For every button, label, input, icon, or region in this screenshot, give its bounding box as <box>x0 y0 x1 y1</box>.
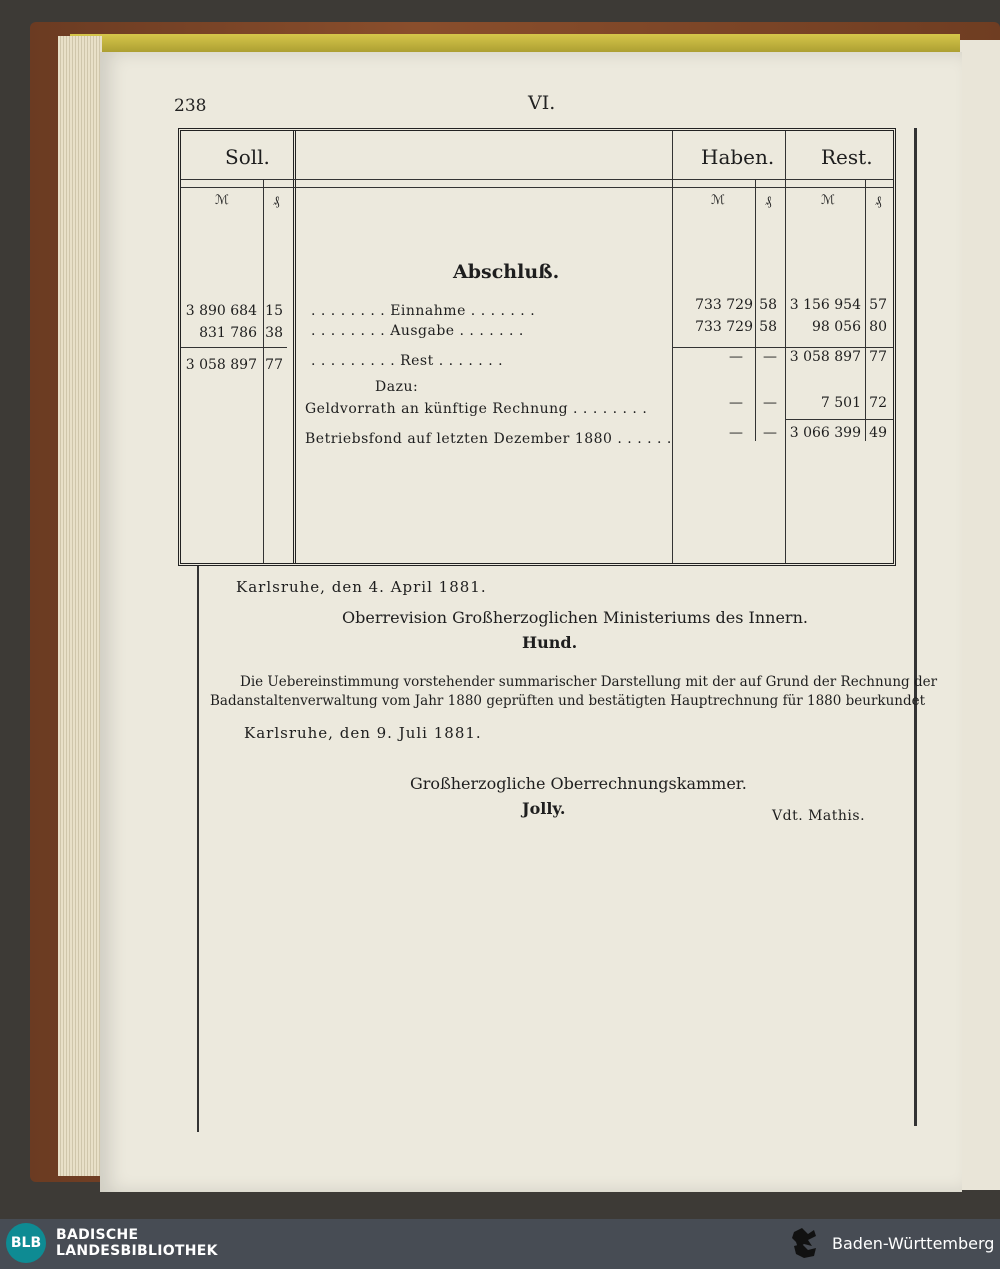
col-header-soll: Soll. <box>225 145 270 169</box>
gilt-edge <box>70 34 960 54</box>
paragraph-line: Badanstaltenverwaltung vom Jahr 1880 geprüften und bestätigten Hauptrechnung für 1880 beurkundet <box>210 693 926 709</box>
unit-mark: ℳ <box>711 193 725 208</box>
soll-pf: 38 <box>265 325 283 341</box>
haben-mark: 733 729 <box>695 319 753 335</box>
rest-pf: 77 <box>869 349 887 365</box>
page-edges <box>58 36 102 1176</box>
haben-mark: — <box>729 425 743 441</box>
haben-mark: 733 729 <box>695 297 753 313</box>
haben-pf: 58 <box>759 319 777 335</box>
page-number: 238 <box>174 96 207 116</box>
rest-mark: 3 058 897 <box>789 349 861 365</box>
geldvorrath-label: Geldvorrath an künftige Rechnung . . . . . . . . <box>305 401 648 417</box>
col-divider <box>865 179 866 441</box>
soll-pf: 15 <box>265 303 283 319</box>
paragraph-line: Die Uebereinstimmung vorstehender summarischer Darstellung mit der auf Grund der Rechnung der <box>240 674 938 690</box>
unit-pf: ₰ <box>875 194 882 209</box>
rest-pf: 57 <box>869 297 887 313</box>
haben-pf: — <box>763 425 777 441</box>
vdt-line: Vdt. Mathis. <box>772 808 866 824</box>
library-name[interactable] <box>56 1227 218 1259</box>
footer-bar <box>0 1219 1000 1269</box>
unit-pf: ₰ <box>273 194 280 209</box>
col-header-haben: Haben. <box>701 145 775 169</box>
soll-mark: 3 058 897 <box>185 357 257 373</box>
library-name-line: LANDESBIBLIOTHEK <box>56 1243 218 1259</box>
header-rule <box>181 187 893 188</box>
haben-pf: — <box>763 395 777 411</box>
haben-mark: — <box>729 349 743 365</box>
rest-pf: 80 <box>869 319 887 335</box>
unit-mark: ℳ <box>215 193 229 208</box>
margin-rule <box>197 566 199 1132</box>
col-divider <box>755 179 756 441</box>
rest-pf: 72 <box>869 395 887 411</box>
soll-mark: 831 786 <box>199 325 257 341</box>
row-label: . . . . . . . . Einnahme . . . . . . . <box>311 303 536 319</box>
unit-pf: ₰ <box>765 194 772 209</box>
state-name[interactable]: Baden-Württemberg <box>832 1234 995 1253</box>
margin-rule <box>914 128 917 1126</box>
table-heading: Abschluß. <box>453 261 560 283</box>
state-lions-icon <box>790 1226 820 1260</box>
row-label: . . . . . . . . Ausgabe . . . . . . . <box>311 323 524 339</box>
date-line: Karlsruhe, den 9. Juli 1881. <box>244 724 482 742</box>
col-divider <box>293 131 296 563</box>
authority-line: Oberrevision Großherzoglichen Ministeriums des Innern. <box>342 608 808 627</box>
authority-line: Großherzogliche Oberrechnungskammer. <box>410 774 747 793</box>
dazu-label: Dazu: <box>375 379 419 395</box>
ledger-table <box>178 128 896 566</box>
haben-pf: — <box>763 349 777 365</box>
betriebsfond-label: Betriebsfond auf letzten Dezember 1880 . . . . . . <box>305 431 672 447</box>
date-line: Karlsruhe, den 4. April 1881. <box>236 578 487 596</box>
soll-pf: 77 <box>265 357 283 373</box>
rest-mark: 98 056 <box>812 319 861 335</box>
col-header-rest: Rest. <box>821 145 873 169</box>
haben-mark: — <box>729 395 743 411</box>
haben-pf: 58 <box>759 297 777 313</box>
library-name-line: BADISCHE <box>56 1227 139 1243</box>
unit-mark: ℳ <box>821 193 835 208</box>
section-number: VI. <box>528 92 556 114</box>
rest-mark: 3 156 954 <box>789 297 861 313</box>
header-rule <box>181 179 893 180</box>
signer-name: Jolly. <box>522 799 566 818</box>
rest-mark: 7 501 <box>820 395 861 411</box>
sum-rule <box>672 347 893 348</box>
col-divider <box>263 179 264 563</box>
sum-rule <box>181 347 287 348</box>
rest-mark: 3 066 399 <box>789 425 861 441</box>
soll-mark: 3 890 684 <box>185 303 257 319</box>
row-label: . . . . . . . . . Rest . . . . . . . <box>311 353 504 369</box>
sum-rule <box>785 419 893 420</box>
signer-name: Hund. <box>522 633 578 652</box>
rest-pf: 49 <box>869 425 887 441</box>
blb-logo[interactable]: BLB <box>6 1223 46 1263</box>
